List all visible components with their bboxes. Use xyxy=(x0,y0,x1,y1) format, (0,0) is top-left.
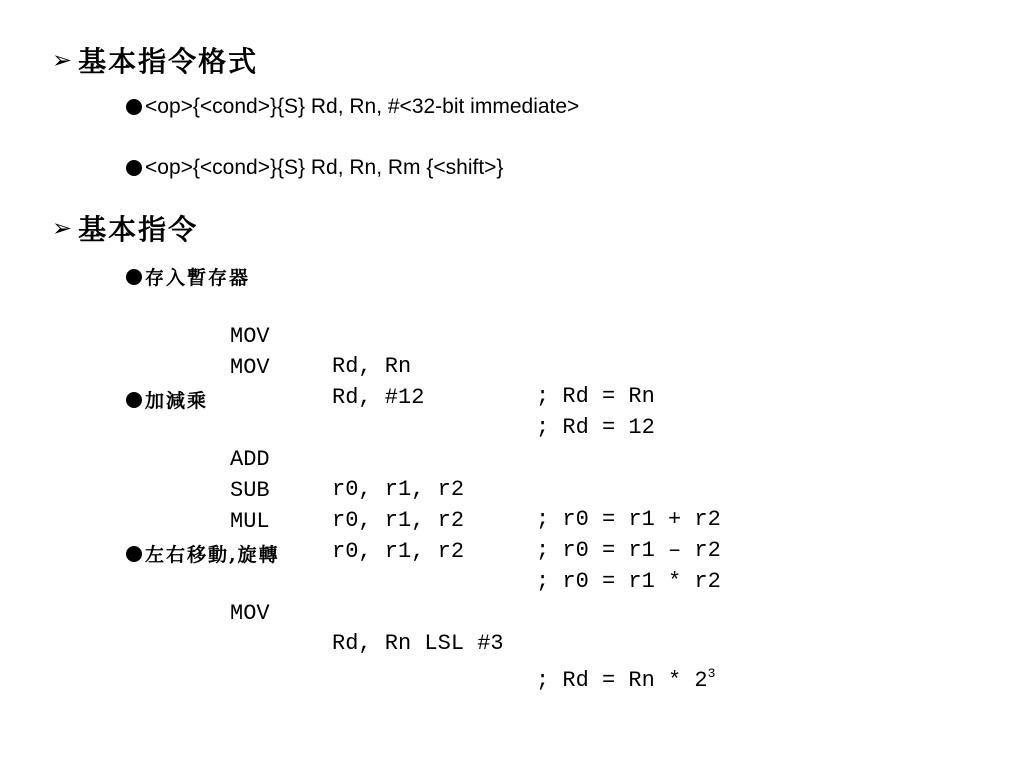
opcode: SUB xyxy=(230,478,270,503)
heading-basic-instructions xyxy=(52,208,198,248)
operands: Rd, Rn xyxy=(332,354,412,379)
comment-text: ; Rd = Rn * 2 xyxy=(536,668,708,693)
operands: r0, r1, r2 xyxy=(332,477,465,502)
opcode: ADD xyxy=(230,447,270,472)
comment: ; r0 = r1 * r2 xyxy=(536,569,721,594)
section-title: 存入暫存器 xyxy=(145,267,251,289)
opcode: MOV xyxy=(230,601,270,626)
heading-text: 基本指令 xyxy=(78,213,199,246)
format-text: <op>{<cond>}{S} Rd, Rn, Rm {<shift>} xyxy=(145,156,504,179)
comment: ; r0 = r1 – r2 xyxy=(536,538,721,563)
bullet-dot-icon xyxy=(126,160,142,176)
comment xyxy=(536,659,715,696)
bullet-dot-icon xyxy=(126,99,142,115)
section-title: 加減乘 xyxy=(145,390,209,412)
format-item xyxy=(126,156,503,180)
operands: r0, r1, r2 xyxy=(332,539,465,564)
section-title: 左右移動,旋轉 xyxy=(145,544,280,566)
bullet-dot-icon xyxy=(126,546,142,562)
bullet-dot-icon xyxy=(126,269,142,285)
opcode: MUL xyxy=(230,509,270,534)
exponent: 3 xyxy=(707,666,716,681)
opcode: MOV xyxy=(230,355,270,380)
section-store-register xyxy=(126,263,250,290)
operands: Rd, Rn LSL #3 xyxy=(332,631,504,656)
format-text: <op>{<cond>}{S} Rd, Rn, #<32-bit immediate> xyxy=(145,95,580,118)
bullet-dot-icon xyxy=(126,392,142,408)
format-item xyxy=(126,95,579,119)
heading-instruction-format xyxy=(52,40,258,80)
operands: Rd, #12 xyxy=(332,385,425,410)
section-arithmetic xyxy=(126,386,208,413)
heading-text: 基本指令格式 xyxy=(78,45,259,78)
comment: ; Rd = 12 xyxy=(536,415,655,440)
comment: ; Rd = Rn xyxy=(536,384,655,409)
section-shift-rotate xyxy=(126,540,280,567)
code-line xyxy=(230,477,721,594)
comment: ; r0 = r1 + r2 xyxy=(536,507,721,532)
opcode: MOV xyxy=(230,324,270,349)
arrow-bullet-icon: ➢ xyxy=(52,214,75,242)
arrow-bullet-icon: ➢ xyxy=(52,46,75,74)
operands: r0, r1, r2 xyxy=(332,508,465,533)
